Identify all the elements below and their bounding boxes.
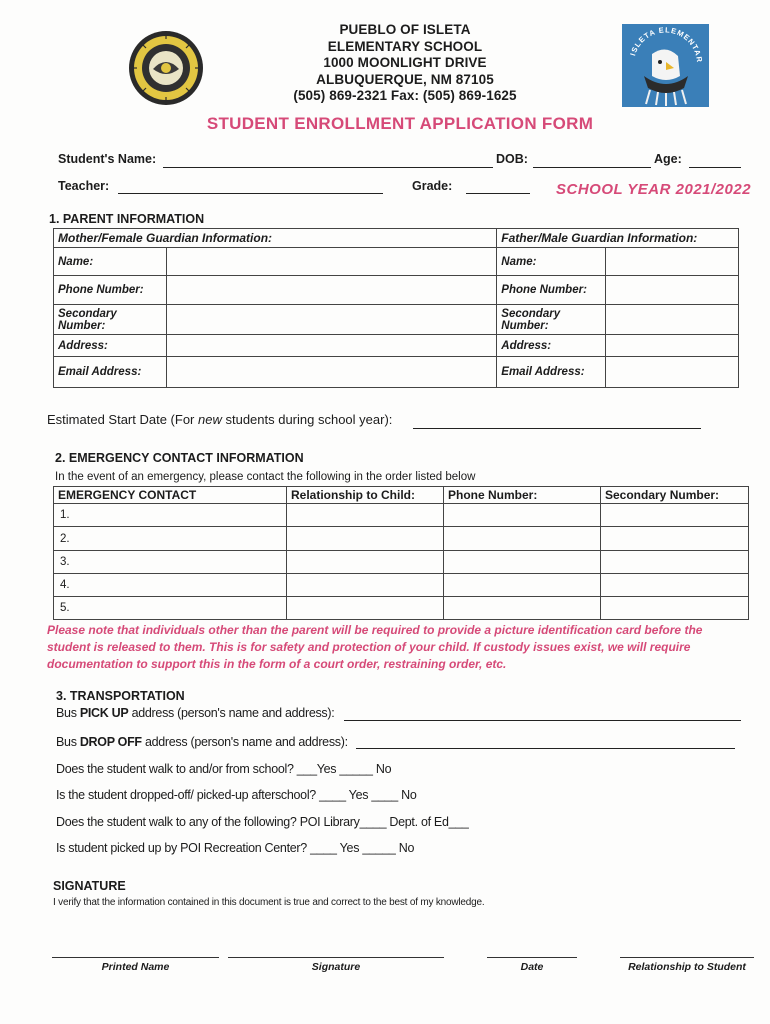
mother-address-field[interactable] xyxy=(167,335,497,357)
poi-walk-question[interactable]: Does the student walk to any of the following? POI Library____ Dept. of Ed___ xyxy=(56,815,469,829)
isleta-eagle-logo xyxy=(622,24,709,107)
date-line[interactable] xyxy=(487,957,577,958)
age-field[interactable] xyxy=(689,167,741,168)
emergency-phone-field[interactable] xyxy=(444,551,601,574)
father-name-field[interactable] xyxy=(606,248,739,276)
emergency-relationship-field[interactable] xyxy=(287,527,444,551)
start-date-label: Estimated Start Date (For new students during school year): xyxy=(47,412,393,427)
recreation-center-question[interactable]: Is student picked up by POI Recreation Center? ____ Yes _____ No xyxy=(56,841,415,855)
emergency-phone-field[interactable] xyxy=(444,504,601,527)
mother-email-label: Email Address: xyxy=(54,357,167,388)
col-emergency-contact: EMERGENCY CONTACT xyxy=(54,487,287,504)
father-name-label: Name: xyxy=(497,248,606,276)
emergency-phone-field[interactable] xyxy=(444,597,601,620)
grade-field[interactable] xyxy=(466,193,530,194)
dropoff-label: Bus DROP OFF address (person's name and address): xyxy=(56,735,348,749)
form-title: STUDENT ENROLLMENT APPLICATION FORM xyxy=(206,114,594,133)
emergency-row-number: 5. xyxy=(54,597,287,620)
dob-label: DOB: xyxy=(496,152,528,166)
col-secondary: Secondary Number: xyxy=(601,487,749,504)
emergency-intro: In the event of an emergency, please contact the following in the order listed below xyxy=(55,471,476,483)
mother-name-field[interactable] xyxy=(167,248,497,276)
transportation-heading: 3. TRANSPORTATION xyxy=(56,689,185,703)
father-email-label: Email Address: xyxy=(497,357,606,388)
signature-line[interactable] xyxy=(228,957,444,958)
father-header: Father/Male Guardian Information: xyxy=(497,229,739,248)
father-phone-label: Phone Number: xyxy=(497,276,606,305)
school-address-street: 1000 MOONLIGHT DRIVE xyxy=(323,55,487,70)
school-name-line-2: ELEMENTARY SCHOOL xyxy=(327,38,483,54)
mother-name-label: Name: xyxy=(54,248,167,276)
relationship-line[interactable] xyxy=(620,957,754,958)
mother-phone-label: Phone Number: xyxy=(54,276,167,305)
pickup-label: Bus PICK UP address (person's name and address): xyxy=(56,706,335,720)
signature-heading: SIGNATURE xyxy=(53,879,126,893)
walk-question[interactable]: Does the student walk to and/or from school? ___Yes _____ No xyxy=(56,762,392,776)
emergency-relationship-field[interactable] xyxy=(287,574,444,597)
emergency-secondary-field[interactable] xyxy=(601,551,749,574)
father-address-label: Address: xyxy=(497,335,606,357)
pueblo-seal-logo xyxy=(127,29,205,107)
emergency-row-number: 2. xyxy=(54,527,287,551)
father-phone-field[interactable] xyxy=(606,276,739,305)
school-name-line-1: PUEBLO OF ISLETA xyxy=(339,22,471,37)
emergency-row-number: 4. xyxy=(54,574,287,597)
age-label: Age: xyxy=(654,152,682,166)
emergency-secondary-field[interactable] xyxy=(601,504,749,527)
custody-note: Please note that individuals other than the parent will be required to provide a picture identification card before the student is released to them. This is for safety and protection of your child. If custody issues exist, we will require documentation to support this in the form of a court order, restraining order, etc. xyxy=(47,623,703,671)
start-date-field[interactable] xyxy=(413,428,701,429)
grade-label: Grade: xyxy=(412,179,453,193)
teacher-label: Teacher: xyxy=(58,179,110,193)
emergency-heading: 2. EMERGENCY CONTACT INFORMATION xyxy=(55,451,304,465)
parent-info-heading: 1. PARENT INFORMATION xyxy=(49,212,205,226)
mother-secondary-field[interactable] xyxy=(167,305,497,335)
mother-header: Mother/Female Guardian Information: xyxy=(54,229,497,248)
school-year: SCHOOL YEAR 2021/2022 xyxy=(556,181,752,198)
emergency-secondary-field[interactable] xyxy=(601,574,749,597)
printed-name-caption: Printed Name xyxy=(101,961,170,973)
dob-field[interactable] xyxy=(533,167,651,168)
mother-phone-field[interactable] xyxy=(167,276,497,305)
student-name-label: Student's Name: xyxy=(58,152,157,166)
mother-email-field[interactable] xyxy=(167,357,497,388)
mother-secondary-label: Secondary Number: xyxy=(54,305,167,335)
emergency-relationship-field[interactable] xyxy=(287,504,444,527)
signature-caption: Signature xyxy=(311,961,361,973)
dropoff-address-field[interactable] xyxy=(356,748,735,749)
school-address-city: ALBUQUERQUE, NM 87105 xyxy=(316,71,494,87)
school-phone-fax: (505) 869-2321 Fax: (505) 869-1625 xyxy=(293,88,517,103)
emergency-phone-field[interactable] xyxy=(444,574,601,597)
mother-address-label: Address: xyxy=(54,335,167,357)
emergency-row-number: 1. xyxy=(54,504,287,527)
signature-statement: I verify that the information contained in this document is true and correct to the best of my knowledge. xyxy=(53,897,485,908)
emergency-relationship-field[interactable] xyxy=(287,597,444,620)
col-relationship: Relationship to Child: xyxy=(287,487,444,504)
emergency-table xyxy=(53,486,749,620)
pickup-address-field[interactable] xyxy=(344,720,741,721)
father-email-field[interactable] xyxy=(606,357,739,388)
father-secondary-label: Secondary Number: xyxy=(497,305,606,335)
date-caption: Date xyxy=(520,961,544,973)
father-address-field[interactable] xyxy=(606,335,739,357)
student-name-field[interactable] xyxy=(163,167,493,168)
parent-info-table xyxy=(53,228,739,388)
emergency-relationship-field[interactable] xyxy=(287,551,444,574)
teacher-field[interactable] xyxy=(118,193,383,194)
logo-arc-text: ISLETA ELEMENTAR xyxy=(628,25,705,64)
emergency-phone-field[interactable] xyxy=(444,527,601,551)
relationship-caption: Relationship to Student xyxy=(628,961,746,973)
emergency-row-number: 3. xyxy=(54,551,287,574)
emergency-secondary-field[interactable] xyxy=(601,597,749,620)
emergency-secondary-field[interactable] xyxy=(601,527,749,551)
father-secondary-field[interactable] xyxy=(606,305,739,335)
printed-name-line[interactable] xyxy=(52,957,219,958)
col-phone: Phone Number: xyxy=(444,487,601,504)
dropped-off-question[interactable]: Is the student dropped-off/ picked-up afterschool? ____ Yes ____ No xyxy=(56,788,417,802)
